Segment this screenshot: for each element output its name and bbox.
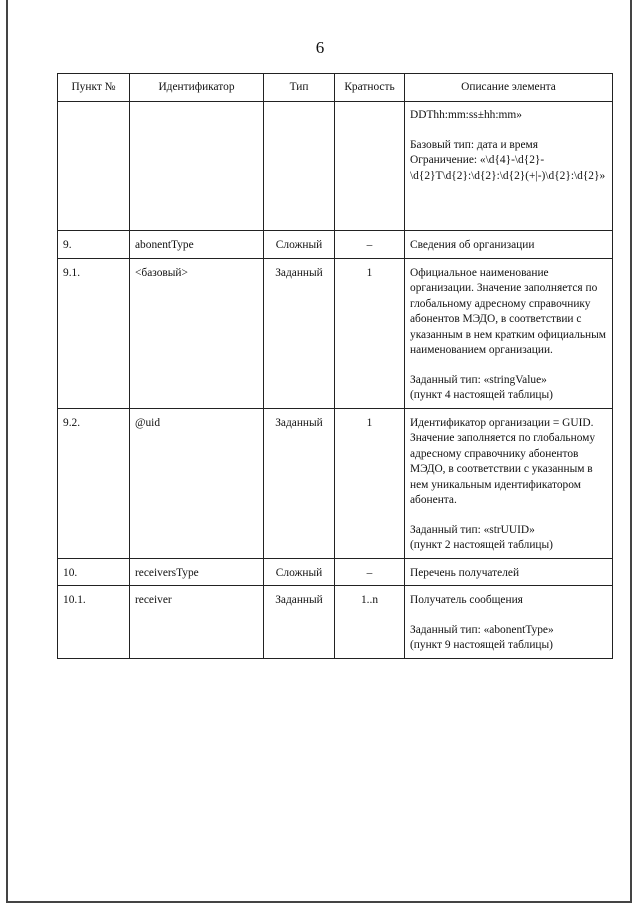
cell-identifier: receiversType <box>130 558 264 586</box>
header-type: Тип <box>264 74 335 102</box>
description-paragraph: Заданный тип: «strUUID» (пункт 2 настоящей таблицы) <box>410 523 553 551</box>
description-paragraph: Сведения об организации <box>410 239 535 251</box>
cell-item-number: 10. <box>58 558 130 586</box>
header-description: Описание элемента <box>405 74 613 102</box>
cell-description <box>405 558 613 586</box>
element-spec-table <box>57 73 613 659</box>
table-row <box>58 586 613 659</box>
table-row <box>58 231 613 259</box>
description-paragraph: Заданный тип: «abonentType» (пункт 9 настоящей таблицы) <box>410 623 554 651</box>
cell-multiplicity: 1 <box>335 408 405 558</box>
cell-item-number: 9. <box>58 231 130 259</box>
cell-type: Заданный <box>264 258 335 408</box>
table-row <box>58 258 613 408</box>
cell-description <box>405 586 613 659</box>
cell-multiplicity: – <box>335 558 405 586</box>
description-paragraph: Заданный тип: «stringValue» (пункт 4 настоящей таблицы) <box>410 373 553 401</box>
cell-item-number: 9.2. <box>58 408 130 558</box>
cell-type: Заданный <box>264 586 335 659</box>
cell-item-number: 9.1. <box>58 258 130 408</box>
header-identifier: Идентификатор <box>130 74 264 102</box>
cell-type: Сложный <box>264 558 335 586</box>
cell-identifier <box>130 102 264 231</box>
description-paragraph: DDThh:mm:ss±hh:mm» <box>410 109 522 121</box>
description-paragraph: Идентификатор организации = GUID. Значение заполняется по глобальному адресному справочнику абонентов МЭДО, в соответствии с указанным в нем уникальным идентификатором абонента. <box>410 416 596 506</box>
cell-identifier: abonentType <box>130 231 264 259</box>
cell-identifier: @uid <box>130 408 264 558</box>
cell-type: Сложный <box>264 231 335 259</box>
cell-multiplicity: 1 <box>335 258 405 408</box>
page-number: 6 <box>315 38 325 57</box>
cell-item-number <box>58 102 130 231</box>
cell-description <box>405 231 613 259</box>
cell-type <box>264 102 335 231</box>
table-row <box>58 408 613 558</box>
cell-item-number: 10.1. <box>58 586 130 659</box>
description-paragraph: Официальное наименование организации. Значение заполняется по глобальному адресному справочнику абонентов МЭДО, в соответствии с указанным в нем кратким официальным наименованием организации. <box>410 266 607 356</box>
cell-identifier: <базовый> <box>130 258 264 408</box>
cell-multiplicity: – <box>335 231 405 259</box>
cell-type: Заданный <box>264 408 335 558</box>
cell-identifier: receiver <box>130 586 264 659</box>
description-paragraph: Получатель сообщения <box>410 594 523 606</box>
cell-description <box>405 258 613 408</box>
table-header-row <box>58 74 613 102</box>
description-paragraph: Базовый тип: дата и время Ограничение: «\d{4}-\d{2}- \d{2}T\d{2}:\d{2}:\d{2}(+|-)\d{2}:\d{2}» <box>410 138 606 182</box>
table-row <box>58 558 613 586</box>
header-item-number: Пункт № <box>58 74 130 102</box>
table-row <box>58 102 613 231</box>
cell-description <box>405 102 613 231</box>
cell-multiplicity <box>335 102 405 231</box>
cell-multiplicity: 1..n <box>335 586 405 659</box>
cell-description <box>405 408 613 558</box>
description-paragraph: Перечень получателей <box>410 566 520 579</box>
header-multiplicity: Кратность <box>335 74 405 102</box>
